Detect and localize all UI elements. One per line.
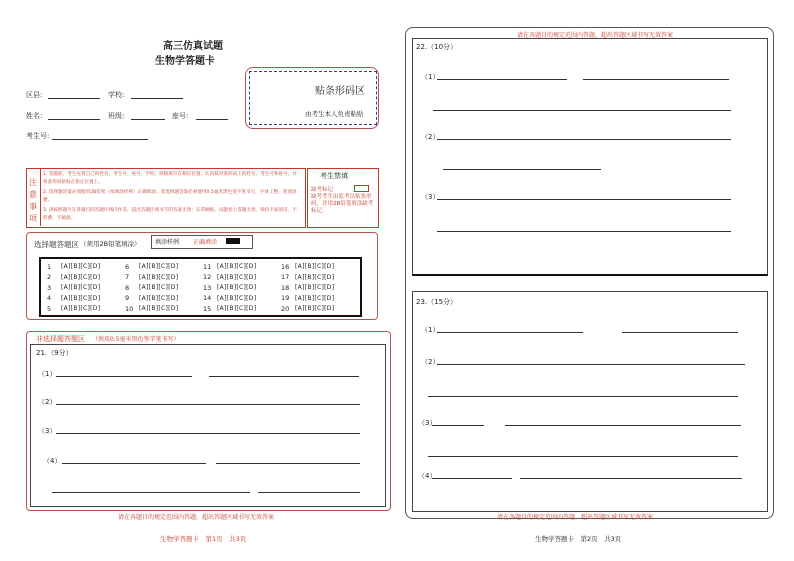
mc-grid xyxy=(39,257,362,317)
mc-question-5[interactable] xyxy=(47,305,125,313)
mc-question-number: 18 xyxy=(281,283,290,292)
mc-question-number: 1 xyxy=(47,262,52,271)
mc-options[interactable]: [A][B][C][D] xyxy=(217,284,257,291)
notes-label-char-4: 项 xyxy=(29,214,37,223)
mc-question-number: 2 xyxy=(47,273,52,281)
q21-answer-4c[interactable] xyxy=(52,492,250,493)
q21-box xyxy=(30,344,386,507)
q23-answer-4a[interactable] xyxy=(432,478,512,479)
mc-question-10[interactable] xyxy=(125,305,203,313)
school-field[interactable] xyxy=(131,98,183,99)
mc-options[interactable]: [A][B][C][D] xyxy=(61,305,101,312)
class-label: 班级: xyxy=(108,112,125,120)
mc-question-19[interactable] xyxy=(281,294,359,302)
mc-options[interactable]: [A][B][C][D] xyxy=(61,284,101,291)
mc-options[interactable]: [A][B][C][D] xyxy=(295,273,335,281)
mc-question-number: 8 xyxy=(125,283,130,292)
mc-options[interactable]: [A][B][C][D] xyxy=(139,263,179,270)
q22-answer-2a[interactable] xyxy=(437,139,731,140)
q22-answer-3b[interactable] xyxy=(437,231,731,232)
mc-options[interactable]: [A][B][C][D] xyxy=(61,263,101,270)
mc-question-18[interactable] xyxy=(281,284,359,292)
mc-question-14[interactable] xyxy=(203,294,281,302)
mc-question-number: 12 xyxy=(203,273,212,281)
q21-answer-4a[interactable] xyxy=(62,463,206,464)
q23-answer-2b[interactable] xyxy=(428,396,738,397)
q22-answer-1c[interactable] xyxy=(433,110,731,111)
mc-question-number: 4 xyxy=(47,294,52,302)
mc-title: 选择题答题区 xyxy=(34,240,79,249)
district-field[interactable] xyxy=(48,98,100,99)
mc-example-filled-mark xyxy=(226,238,240,244)
notes-item-1: 1. 答题前，考生先将自己的姓名、考生号、座号、学校、班级填写在相应位置，认真核对条形码上的姓名、考生号和座号，并将条形码粘贴在指定位置上。 xyxy=(43,172,297,185)
q21-answer-3[interactable] xyxy=(56,433,360,434)
q22-answer-3a[interactable] xyxy=(437,199,731,200)
mc-options[interactable]: [A][B][C][D] xyxy=(295,263,335,270)
barcode-title: 贴条形码区 xyxy=(315,86,365,97)
mc-options[interactable]: [A][B][C][D] xyxy=(217,263,257,270)
mc-example-label: 填涂样例 xyxy=(155,239,180,246)
q21-part-4: （4） xyxy=(43,457,62,465)
mc-hint: （须用2B铅笔填涂） xyxy=(80,240,141,248)
mc-question-number: 11 xyxy=(203,262,212,271)
mc-row xyxy=(47,261,359,272)
q23-answer-1b[interactable] xyxy=(622,332,738,333)
mc-question-15[interactable] xyxy=(203,305,281,313)
absent-mark-label: 缺考标记 xyxy=(311,187,334,193)
q23-answer-3a[interactable] xyxy=(432,425,484,426)
warning-top-right: 请在各题目的规定范围内答题，超出答题区域书写无效答案 xyxy=(517,32,674,39)
mc-question-number: 19 xyxy=(281,294,290,302)
mc-options[interactable]: [A][B][C][D] xyxy=(139,305,179,312)
exam-no-label: 考生号: xyxy=(26,132,50,140)
mc-question-17[interactable] xyxy=(281,273,359,281)
mc-question-6[interactable] xyxy=(125,263,203,271)
mc-question-number: 20 xyxy=(281,304,290,313)
q23-part-2: （2） xyxy=(421,358,440,366)
q21-part-1: （1） xyxy=(38,370,57,378)
footer-left: 生物学答题卡 第1页 共3页 xyxy=(160,535,247,543)
q22-answer-2b[interactable] xyxy=(443,169,601,170)
q21-answer-1a[interactable] xyxy=(56,376,192,377)
mc-row xyxy=(47,293,359,304)
barcode-note: 由考生本人负责粘贴 xyxy=(305,110,364,118)
district-label: 区县: xyxy=(26,91,43,99)
mc-options[interactable]: [A][B][C][D] xyxy=(139,273,179,281)
mc-question-number: 15 xyxy=(203,304,212,313)
forbidden-title: 考生禁填 xyxy=(320,172,348,180)
mc-options[interactable]: [A][B][C][D] xyxy=(217,305,257,312)
mc-options[interactable]: [A][B][C][D] xyxy=(217,273,257,281)
mc-question-9[interactable] xyxy=(125,294,203,302)
q22-part-1: （1） xyxy=(421,73,440,81)
q23-answer-3b[interactable] xyxy=(505,425,741,426)
class-field[interactable] xyxy=(131,119,165,120)
mc-question-number: 13 xyxy=(203,283,212,292)
q21-part-2: （2） xyxy=(38,398,57,406)
mc-options[interactable]: [A][B][C][D] xyxy=(295,294,335,302)
q23-part-3: （3） xyxy=(418,419,437,427)
name-label: 姓名: xyxy=(26,112,43,120)
mc-question-number: 3 xyxy=(47,283,52,292)
seat-label: 座号: xyxy=(172,112,189,120)
mc-question-number: 10 xyxy=(125,304,134,313)
q22-part-2: （2） xyxy=(421,133,440,141)
mc-question-8[interactable] xyxy=(125,284,203,292)
mc-question-number: 5 xyxy=(47,304,52,313)
q22-answer-1b[interactable] xyxy=(583,79,729,80)
q22-box xyxy=(412,38,768,276)
mc-options[interactable]: [A][B][C][D] xyxy=(295,305,335,312)
q23-part-1: （1） xyxy=(421,326,440,334)
non-mc-hint: （须用0.5毫米黑色签字笔书写） xyxy=(92,336,180,343)
notes-label-char-3: 事 xyxy=(29,202,37,211)
mc-question-number: 16 xyxy=(281,262,290,271)
q22-label: 22.（10分） xyxy=(416,43,458,51)
mc-question-3[interactable] xyxy=(47,284,125,292)
page-subtitle: 生物学答题卡 xyxy=(155,56,215,67)
q23-answer-1a[interactable] xyxy=(437,332,583,333)
non-mc-title: 非选择题答题区 xyxy=(36,335,85,343)
notes-label-char-2: 意 xyxy=(29,190,37,199)
mc-row xyxy=(47,272,359,283)
exam-no-field[interactable] xyxy=(52,139,148,140)
q23-answer-3c[interactable] xyxy=(428,456,738,457)
notes-label-char-1: 注 xyxy=(29,178,37,187)
mc-question-11[interactable] xyxy=(203,263,281,271)
q21-answer-4b[interactable] xyxy=(216,463,360,464)
mc-options[interactable]: [A][B][C][D] xyxy=(61,294,101,302)
forbidden-text: 缺考考生由监考员贴条形码，并用2B铅笔填涂缺考标记。 xyxy=(311,194,374,214)
mc-options[interactable]: [A][B][C][D] xyxy=(139,294,179,302)
mc-row xyxy=(47,282,359,293)
mc-question-7[interactable] xyxy=(125,273,203,281)
q21-answer-4d[interactable] xyxy=(258,492,360,493)
page-title: 高三仿真试题 xyxy=(163,41,223,52)
mc-options[interactable]: [A][B][C][D] xyxy=(217,294,257,302)
mc-options[interactable]: [A][B][C][D] xyxy=(61,273,101,281)
mc-question-number: 9 xyxy=(125,294,130,302)
q21-label: 21.（9分） xyxy=(36,349,73,357)
mc-question-1[interactable] xyxy=(47,263,125,271)
mc-question-12[interactable] xyxy=(203,273,281,281)
seat-field[interactable] xyxy=(196,119,228,120)
mc-row xyxy=(47,303,359,314)
warning-bottom-left: 请在各题目的规定范围内答题，超出答题区域书写无效答案 xyxy=(118,514,275,521)
mc-question-number: 6 xyxy=(125,262,130,271)
q21-answer-1b[interactable] xyxy=(209,376,359,377)
footer-right: 生物学答题卡 第2页 共3页 xyxy=(535,535,622,543)
mc-options[interactable]: [A][B][C][D] xyxy=(295,284,335,291)
mc-options[interactable]: [A][B][C][D] xyxy=(139,284,179,291)
mc-question-2[interactable] xyxy=(47,273,125,281)
q22-answer-1a[interactable] xyxy=(437,79,567,80)
q22-part-3: （3） xyxy=(421,193,440,201)
q23-answer-2a[interactable] xyxy=(437,364,745,365)
q23-label: 23.（15分） xyxy=(416,298,458,306)
warning-bottom-right: 请在各题目的规定范围内答题，超出答题区域书写无效答案 xyxy=(497,514,654,521)
q23-part-4: （4） xyxy=(418,472,437,480)
q21-answer-2[interactable] xyxy=(56,404,360,405)
mc-question-13[interactable] xyxy=(203,284,281,292)
notes-item-2: 2. 选择题答案必须使用2B铅笔（按填涂样例）正确填涂；非选择题答案必须使用0.5毫米黑色签字笔书写，字体工整，笔迹清楚。 xyxy=(43,190,297,203)
mc-question-number: 14 xyxy=(203,294,212,302)
mc-question-20[interactable] xyxy=(281,305,359,313)
mc-question-number: 17 xyxy=(281,273,290,281)
q21-part-3: （3） xyxy=(38,427,57,435)
absent-mark-box[interactable] xyxy=(354,185,369,192)
mc-question-4[interactable] xyxy=(47,294,125,302)
school-label: 学校: xyxy=(108,91,125,99)
name-field[interactable] xyxy=(48,119,100,120)
mc-question-16[interactable] xyxy=(281,263,359,271)
mc-question-number: 7 xyxy=(125,273,130,281)
mc-example-correct: 正确填涂 xyxy=(193,239,218,246)
notes-item-3: 3. 请按照题号在各题目的答题区域内作答，超出答题区域书写的答案无效；在草稿纸、试题卷上答题无效。保持卡面清洁，不折叠、不破损。 xyxy=(43,208,297,221)
q23-answer-4b[interactable] xyxy=(520,478,742,479)
